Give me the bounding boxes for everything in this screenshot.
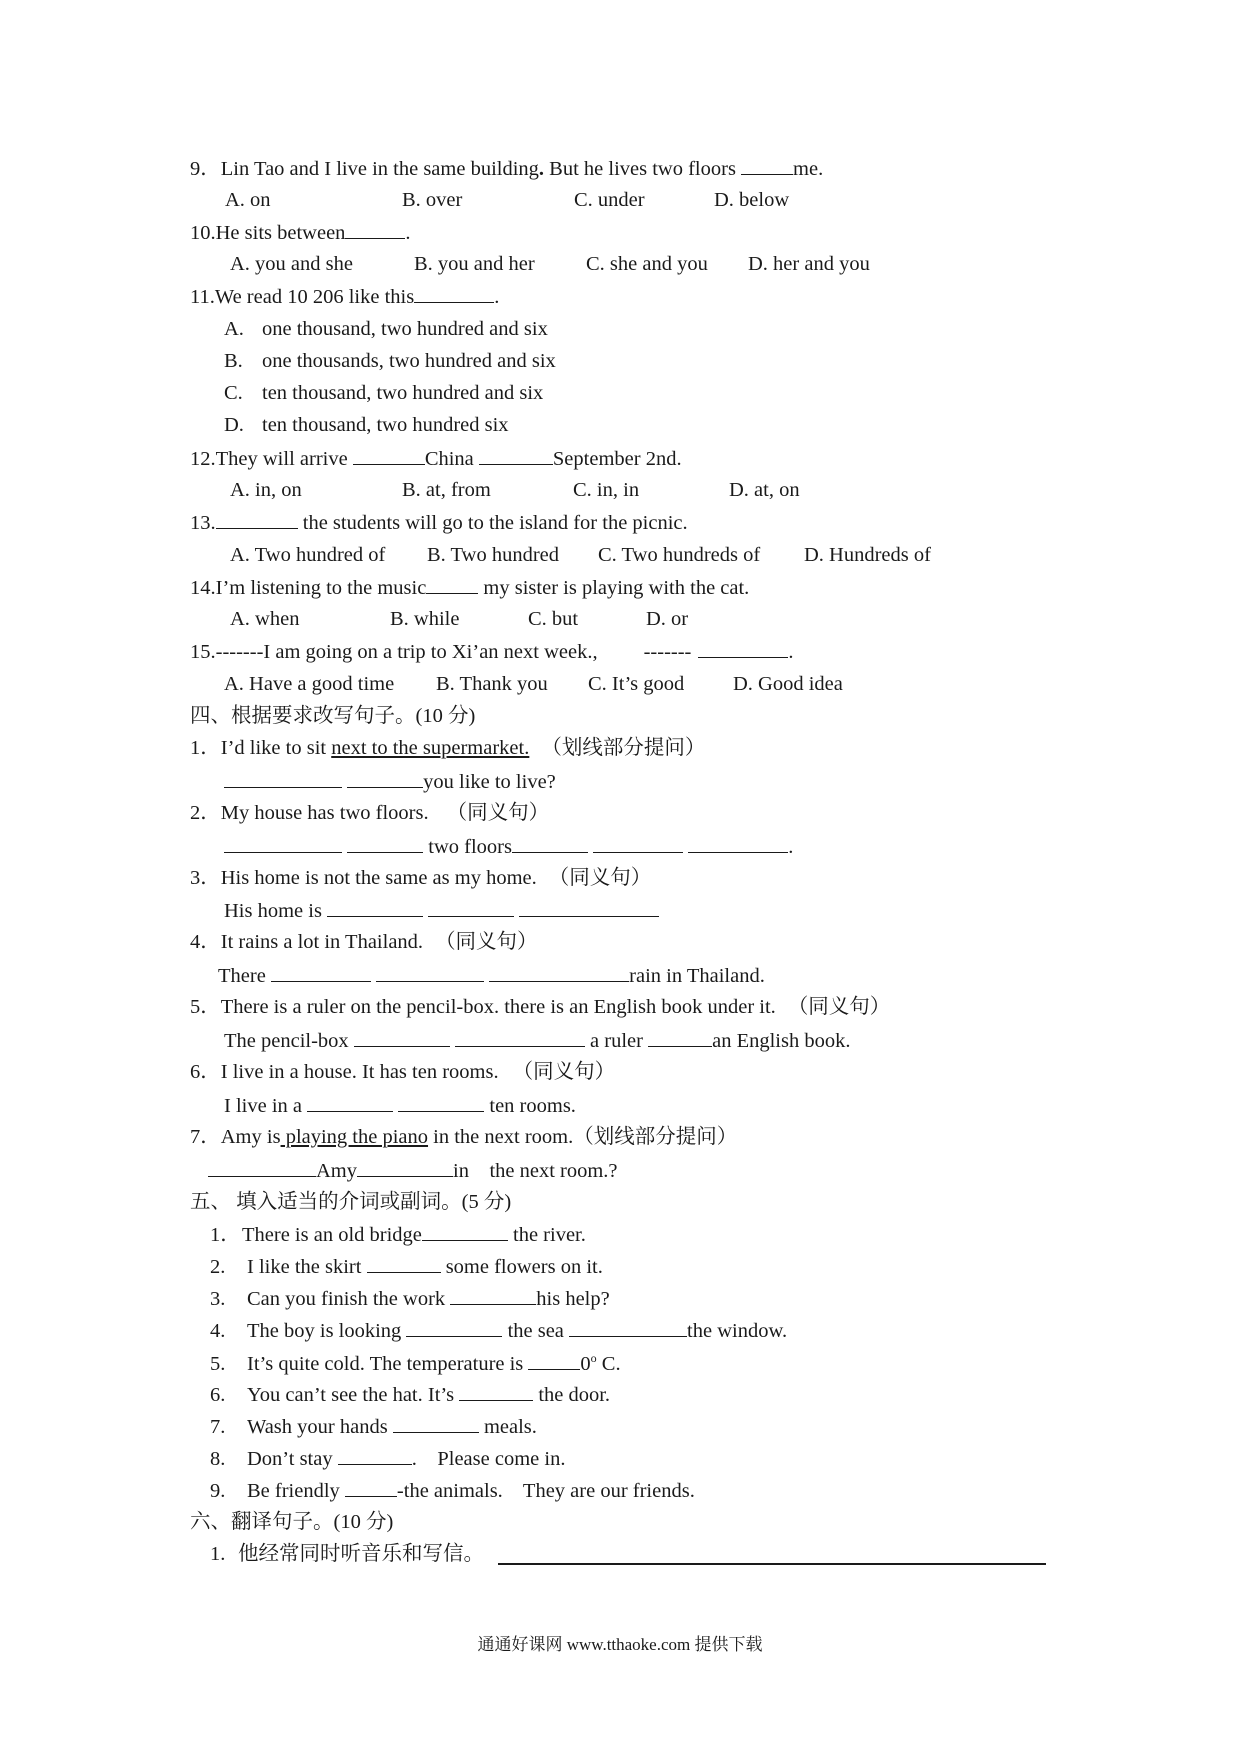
answer-blank[interactable] <box>216 512 298 529</box>
answer-blank[interactable] <box>347 836 423 853</box>
option[interactable]: C. in, in <box>573 479 640 501</box>
question-15: 15.-------I am going on a trip to Xi’an next week., ------- . <box>190 641 794 663</box>
option[interactable]: A. Two hundred of <box>230 544 386 566</box>
answer-blank[interactable] <box>393 1416 479 1433</box>
option[interactable]: A. Have a good time <box>224 673 395 695</box>
rewrite-answer-4: There rain in Thailand. <box>218 965 765 987</box>
answer-blank[interactable] <box>224 771 342 788</box>
answer-blank[interactable] <box>528 1353 580 1370</box>
answer-blank[interactable] <box>450 1288 536 1305</box>
answer-blank[interactable] <box>698 641 788 658</box>
option[interactable]: C. she and you <box>586 253 708 275</box>
answer-blank[interactable] <box>307 1095 393 1112</box>
fill-item-5: 5. It’s quite cold. The temperature is 0$^o$ C. <box>210 1351 621 1375</box>
rewrite-item-2: 2．My house has two floors. （同义句） <box>190 802 550 824</box>
fill-item-8: 8. Don’t stay . Please come in. <box>210 1448 566 1470</box>
rewrite-answer-1: you like to live? <box>224 771 556 793</box>
question-14: 14.I’m listening to the music my sister is playing with the cat. <box>190 577 750 599</box>
option[interactable]: C. under <box>574 189 645 211</box>
answer-blank[interactable] <box>376 965 484 982</box>
option[interactable]: B. while <box>390 608 460 630</box>
fill-item-1: 1．There is an old bridge the river. <box>210 1224 586 1246</box>
option[interactable]: B. at, from <box>402 479 491 501</box>
fill-item-7: 7. Wash your hands meals. <box>210 1416 537 1438</box>
option[interactable]: B. over <box>402 189 463 211</box>
question-11: 11.We read 10 206 like this . <box>190 286 500 308</box>
fill-item-6: 6. You can’t see the hat. It’s the door. <box>210 1384 611 1406</box>
answer-blank[interactable] <box>406 1320 502 1337</box>
option[interactable]: C. but <box>528 608 579 630</box>
answer-blank[interactable] <box>357 1160 453 1177</box>
answer-blank[interactable] <box>353 448 425 465</box>
rewrite-item-6: 6．I live in a house. It has ten rooms. （同义句） <box>190 1061 616 1083</box>
answer-blank[interactable] <box>271 965 371 982</box>
answer-blank[interactable] <box>688 836 788 853</box>
answer-blank[interactable] <box>327 900 423 917</box>
rewrite-answer-6: I live in a ten rooms. <box>224 1095 576 1117</box>
answer-blank[interactable] <box>345 222 405 239</box>
answer-blank[interactable] <box>398 1095 484 1112</box>
fill-item-2: 2. I like the skirt some flowers on it. <box>210 1256 603 1278</box>
answer-blank[interactable] <box>367 1256 441 1273</box>
option[interactable]: A. you and she <box>230 253 353 275</box>
option[interactable]: B. Thank you <box>436 673 548 695</box>
rewrite-item-5: 5．There is a ruler on the pencil-box. there is an English book under it. （同义句） <box>190 996 891 1018</box>
answer-blank[interactable] <box>459 1384 533 1401</box>
answer-blank[interactable] <box>426 577 478 594</box>
option[interactable]: D. ten thousand, two hundred six <box>224 414 509 436</box>
section-4-title: 四、根据要求改写句子。(10 分) <box>190 705 476 727</box>
answer-blank[interactable] <box>648 1030 712 1047</box>
rewrite-item-1: 1．I’d like to sit next to the supermarket. （划线部分提问） <box>190 737 706 759</box>
answer-blank[interactable] <box>347 771 423 788</box>
rewrite-item-4: 4．It rains a lot in Thailand. （同义句） <box>190 931 538 953</box>
option[interactable]: D. or <box>646 608 689 630</box>
answer-blank[interactable] <box>512 836 588 853</box>
question-10: 10.He sits between . <box>190 222 411 244</box>
option[interactable]: A. one thousand, two hundred and six <box>224 318 548 340</box>
answer-blank[interactable] <box>455 1030 585 1047</box>
answer-blank[interactable] <box>519 900 659 917</box>
translate-item-1: 1. 他经常同时听音乐和写信。 <box>210 1543 484 1565</box>
answer-blank[interactable] <box>489 965 629 982</box>
answer-blank[interactable] <box>338 1448 412 1465</box>
fill-item-4: 4. The boy is looking the sea the window. <box>210 1320 788 1342</box>
option[interactable]: C. ten thousand, two hundred and six <box>224 382 544 404</box>
answer-blank[interactable] <box>479 448 553 465</box>
option[interactable]: C. It’s good <box>588 673 685 695</box>
option[interactable]: A. when <box>230 608 300 630</box>
question-9: 9．Lin Tao and I live in the same building. But he lives two floors me. <box>190 158 824 180</box>
rewrite-item-3: 3．His home is not the same as my home. （同义句） <box>190 867 652 889</box>
fill-item-3: 3. Can you finish the work his help? <box>210 1288 610 1310</box>
answer-blank[interactable] <box>422 1224 508 1241</box>
answer-blank[interactable] <box>414 286 494 303</box>
option[interactable]: B. you and her <box>414 253 535 275</box>
answer-blank[interactable] <box>593 836 683 853</box>
question-12: 12.They will arrive China September 2nd. <box>190 448 682 470</box>
rewrite-answer-3: His home is <box>224 900 659 922</box>
section-6-title: 六、翻译句子。(10 分) <box>190 1511 394 1533</box>
answer-blank[interactable] <box>224 836 342 853</box>
option[interactable]: D. Hundreds of <box>804 544 931 566</box>
option[interactable]: D. below <box>714 189 790 211</box>
question-13: 13. the students will go to the island for the picnic. <box>190 512 688 534</box>
rewrite-item-7: 7．Amy is playing the piano in the next room.（划线部分提问） <box>190 1126 738 1148</box>
answer-blank[interactable] <box>208 1160 316 1177</box>
answer-blank[interactable] <box>428 900 514 917</box>
answer-line[interactable] <box>498 1563 1046 1565</box>
option[interactable]: D. Good idea <box>733 673 843 695</box>
answer-blank[interactable] <box>354 1030 450 1047</box>
answer-blank[interactable] <box>741 158 793 175</box>
rewrite-answer-5: The pencil-box a ruler an English book. <box>224 1030 851 1052</box>
footer: 通通好课网 www.tthaoke.com 提供下载 <box>477 1635 763 1654</box>
section-5-title: 五、 填入适当的介词或副词。(5 分) <box>190 1191 512 1213</box>
rewrite-answer-7: Amy in the next room.? <box>208 1160 618 1182</box>
option[interactable]: A. on <box>225 189 271 211</box>
option[interactable]: D. her and you <box>748 253 870 275</box>
answer-blank[interactable] <box>345 1480 397 1497</box>
option[interactable]: B. Two hundred <box>427 544 559 566</box>
rewrite-answer-2: two floors . <box>224 836 793 858</box>
fill-item-9: 9. Be friendly -the animals. They are our friends. <box>210 1480 695 1502</box>
option[interactable]: C. Two hundreds of <box>598 544 761 566</box>
option[interactable]: A. in, on <box>230 479 302 501</box>
option[interactable]: D. at, on <box>729 479 800 501</box>
answer-blank[interactable] <box>569 1320 687 1337</box>
option[interactable]: B. one thousands, two hundred and six <box>224 350 556 372</box>
